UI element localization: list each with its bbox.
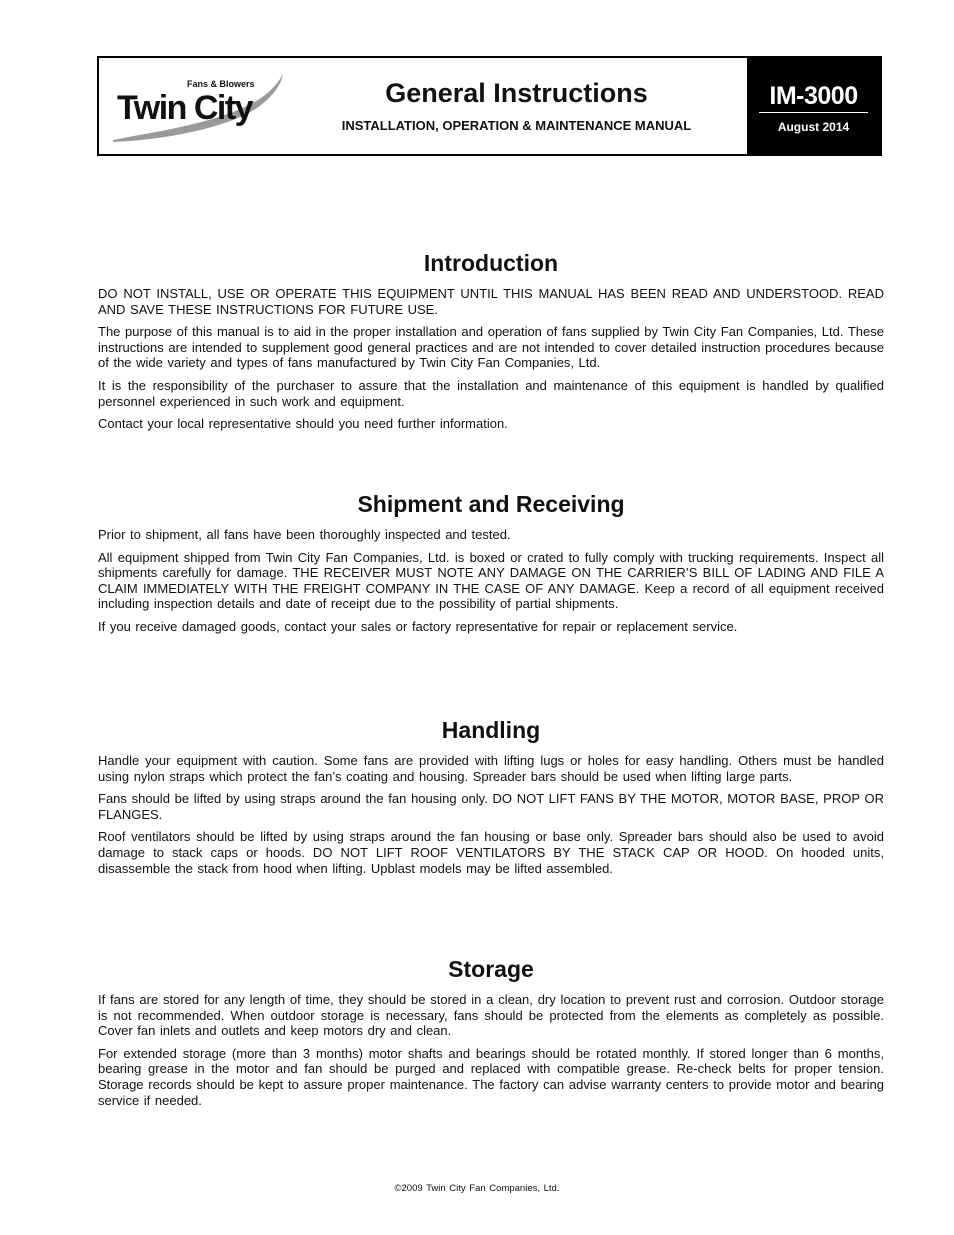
logo-wordmark: Twin City xyxy=(117,89,253,127)
section-heading: Handling xyxy=(441,717,541,743)
paragraph: Contact your local representative should you need further information. xyxy=(98,416,508,432)
paragraph: If fans are stored for any length of time, they should be stored in a clean, dry location to prevent rust and corrosion. Outdoor storage is not recommended. When outdoor storage is necessary, fans should be protected from the elements as completely as possible. Cover fan inlets and outlets and keep motors dry and clean. xyxy=(98,992,884,1039)
document-number: IM-3000 xyxy=(759,82,868,113)
section-heading: Introduction xyxy=(423,250,559,276)
paragraph: It is the responsibility of the purchaser to assure that the installation and maintenance of this equipment is handled by qualified personnel experienced in such work and equipment. xyxy=(98,377,884,409)
section-heading: Shipment and Receiving xyxy=(357,491,625,517)
section-shipment-receiving xyxy=(98,489,884,642)
document-subtitle: INSTALLATION, OPERATION & MAINTENANCE MANUAL xyxy=(341,118,692,133)
title-block xyxy=(294,58,739,154)
section-handling xyxy=(98,715,884,883)
paragraph: Fans should be lifted by using straps around the fan housing only. DO NOT LIFT FANS BY THE MOTOR, MOTOR BASE, PROP OR FLANGES. xyxy=(98,791,884,822)
paragraph: Prior to shipment, all fans have been thoroughly inspected and tested. xyxy=(98,527,511,542)
paragraph: DO NOT INSTALL, USE OR OPERATE THIS EQUIPMENT UNTIL THIS MANUAL HAS BEEN READ AND UNDERSTOOD. READ AND SAVE THESE INSTRUCTIONS FOR FUTURE USE. xyxy=(98,286,884,317)
paragraph: All equipment shipped from Twin City Fan Companies, Ltd. is boxed or crated to fully comply with trucking requirements. Inspect all shipments carefully for damage. THE RECEIVER MUST NOTE ANY DAMAGE ON THE CARRIER’S BILL OF LADING AND FILE A CLAIM IMMEDIATELY WITH THE FREIGHT COMPANY IN THE CASE OF ANY DAMAGE. Keep a record of all equipment received including inspection details and date of receipt due to the possibility of partial shipments. xyxy=(98,549,884,612)
document-title: General Instructions xyxy=(385,78,648,108)
footer-copyright: ©2009 Twin City Fan Companies, Ltd. xyxy=(394,1183,560,1194)
paragraph: Handle your equipment with caution. Some fans are provided with lifting lugs or holes for easy handling. Others must be handled using nylon straps which protect the fan’s coating and housing. Spreader bars should be used when lifting large parts. xyxy=(98,753,884,784)
logo-tagline: Fans & Blowers xyxy=(187,79,255,89)
paragraph: Roof ventilators should be lifted by using straps around the fan housing or base only. Spreader bars should also be used to avoid damage to stack caps or hoods. DO NOT LIFT ROOF VENTILATORS BY THE STACK CAP OR HOOD. On hooded units, disassemble the stack from hood when lifting. Upblast models may be lifted assembled. xyxy=(98,829,884,876)
document-header xyxy=(97,56,882,156)
section-introduction xyxy=(98,248,884,439)
paragraph: The purpose of this manual is to aid in the proper installation and operation of fans supplied by Twin City Fan Companies, Ltd. These instructions are intended to supplement good general practices and are not intended to cover detailed instruction procedures because of the wide variety and types of fans manufactured by Twin City Fan Companies, Ltd. xyxy=(98,324,884,371)
paragraph: For extended storage (more than 3 months) motor shafts and bearings should be rotated monthly. If stored longer than 6 months, bearing grease in the motor and fan should be purged and replaced with compatible grease. Re-check belts for proper tension. Storage records should be kept to assure proper maintenance. The factory can advise warranty centers to provide motor and bearing service if needed. xyxy=(98,1045,884,1108)
section-storage xyxy=(98,954,884,1115)
company-logo xyxy=(111,72,291,148)
document-date: August 2014 xyxy=(777,120,850,134)
document-id-block xyxy=(747,58,880,154)
section-heading: Storage xyxy=(448,956,534,982)
paragraph: If you receive damaged goods, contact your sales or factory representative for repair or replacement service. xyxy=(98,618,738,634)
